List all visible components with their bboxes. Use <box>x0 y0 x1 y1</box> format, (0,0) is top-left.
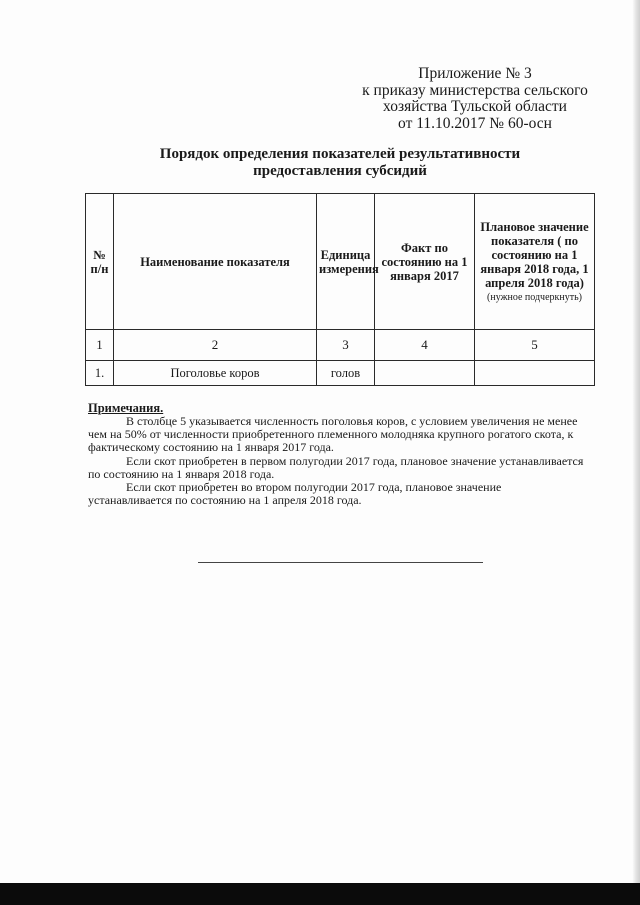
header-name: Наименование показателя <box>114 194 317 330</box>
appendix-line-1: Приложение № 3 <box>418 65 532 82</box>
table-row <box>86 361 595 386</box>
row-unit: голов <box>317 361 375 386</box>
header-plan <box>475 194 595 330</box>
column-number-row <box>86 330 595 361</box>
title-line-1: Порядок определения показателей результативности <box>159 146 521 162</box>
notes-paragraph-1: В столбце 5 указывается численность поголовья коров, с условием увеличения не менее чем на 50% от численности приобретенного племенного молодняка крупного рогатого скота, к фактическому состоянию на 1 января 2017 года. <box>88 414 578 455</box>
row-name: Поголовье коров <box>114 361 317 386</box>
header-unit: Единица измерения <box>317 194 375 330</box>
appendix-line-2: к приказу министерства сельского <box>362 81 588 99</box>
row-fact <box>375 361 475 386</box>
title-line-2: предоставления субсидий <box>253 163 427 179</box>
scan-edge <box>632 0 640 905</box>
scan-bottom-border <box>0 883 640 905</box>
column-number: 1 <box>86 330 114 361</box>
indicators-table <box>85 193 595 386</box>
separator-line <box>198 562 483 563</box>
appendix-header <box>350 66 600 132</box>
row-num: 1. <box>86 361 114 386</box>
column-number: 3 <box>317 330 375 361</box>
notes-paragraph-3: Если скот приобретен во втором полугодии 2017 года, плановое значение устанавливается по состоянию на 1 апреля 2018 года. <box>88 480 502 508</box>
table-header-row <box>86 194 595 330</box>
appendix-line-3: хозяйства Тульской области <box>383 98 567 115</box>
row-plan <box>475 361 595 386</box>
header-plan-note: (нужное подчеркнуть) <box>487 291 582 303</box>
column-number: 5 <box>475 330 595 361</box>
appendix-line-4: от 11.10.2017 № 60-осн <box>398 114 552 132</box>
notes-section <box>88 401 588 507</box>
header-fact: Факт по состоянию на 1 января 2017 <box>375 194 475 330</box>
header-num: № п/н <box>86 194 114 330</box>
column-number: 4 <box>375 330 475 361</box>
document-title <box>100 146 580 180</box>
header-plan-text: Плановое значение показателя ( по состоянию на 1 января 2018 года, 1 апреля 2018 года) <box>480 219 589 290</box>
column-number: 2 <box>114 330 317 361</box>
notes-paragraph-2: Если скот приобретен в первом полугодии 2017 года, плановое значение устанавливается по состоянию на 1 января 2018 года. <box>88 453 584 481</box>
notes-title: Примечания. <box>88 401 164 415</box>
